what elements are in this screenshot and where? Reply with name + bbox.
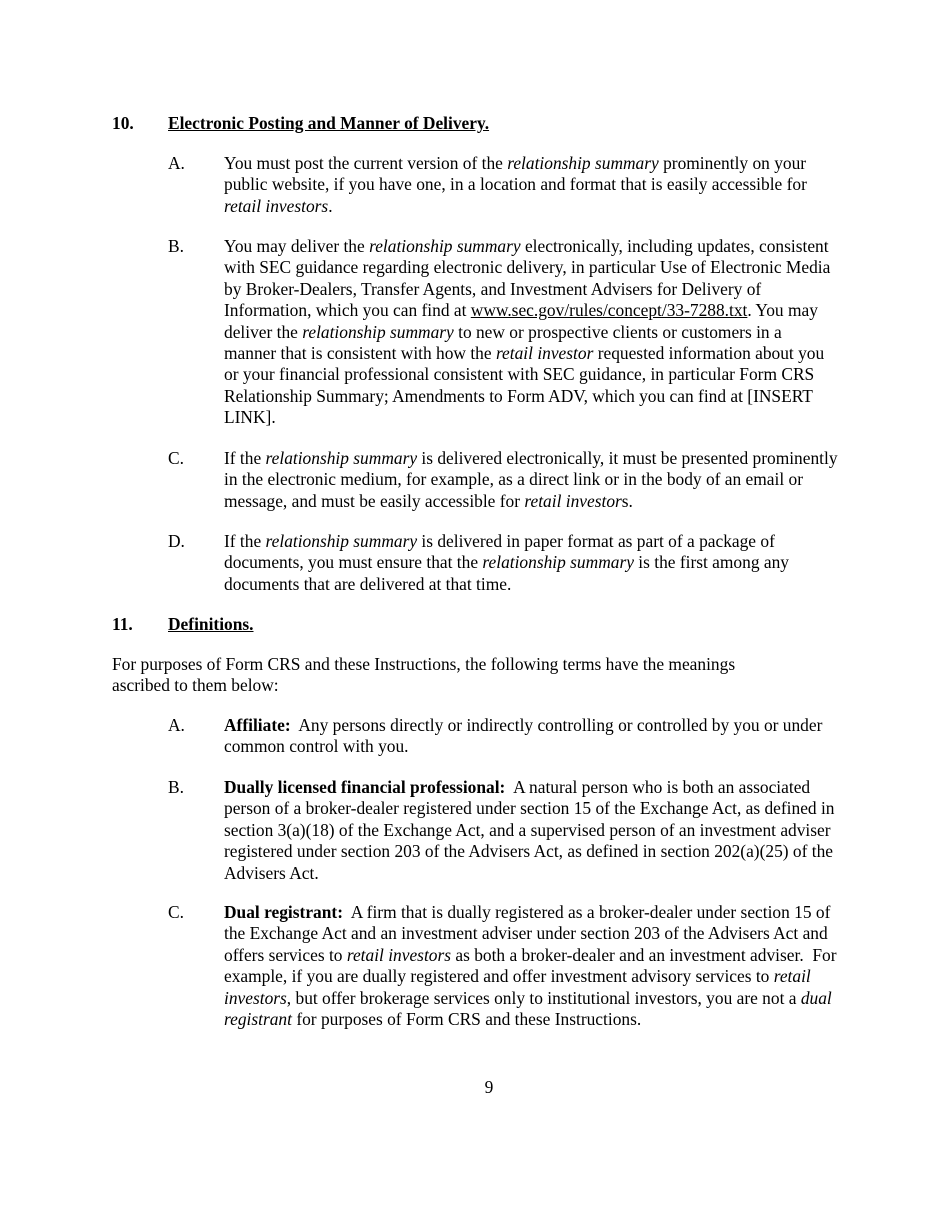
list-item [168,531,838,595]
definition-term: Affiliate: [224,715,291,735]
item-letter: C. [168,902,184,922]
item-text: You may deliver the relationship summary electronically, including updates, consistent with SEC guidance regarding electronic delivery, in particular Use of Electronic Media by Broker-Dealers, Transfer Agents, and Investment Advisers for Delivery of Information, which you can find at www.sec.gov/rules/concept/33-7288.txt. You may deliver the relationship summary to new or prospective clients or customers in a manner that is consistent with how the retail investor requested information about you or your financial professional consistent with SEC guidance, in particular Form CRS Relationship Summary; Amendments to Form ADV, which you can find at [INSERT LINK]. [224,236,831,428]
definition-item [168,715,838,758]
item-text: Dually licensed financial professional: A natural person who is both an associated person of a broker-dealer registered under section 15 of the Exchange Act, as defined in section 3(a)(18) of the Exchange Act, and a supervised person of an investment adviser registered under section 203 of the Advisers Act, as defined in section 202(a)(25) of the Advisers Act. [224,777,839,883]
item-text: If the relationship summary is delivered in paper format as part of a package of documents, you must ensure that the relationship summary is the first among any documents that are delivered at that time. [224,531,789,594]
list-item [168,153,838,217]
item-text: Dual registrant: A firm that is dually registered as a broker-dealer under section 15 of the Exchange Act and an investment adviser under section 203 of the Advisers Act and offers services to retail investors as both a broker-dealer and an investment adviser. For example, if you are dually registered and offer investment advisory services to retail investors, but offer brokerage services only to institutional investors, you are not a dual registrant for purposes of Form CRS and these Instructions. [224,902,841,1030]
definition-term: Dually licensed financial professional: [224,777,506,797]
item-letter: A. [168,153,185,173]
section-11-heading [112,614,254,635]
item-letter: B. [168,236,184,256]
section-title: Electronic Posting and Manner of Delivery. [168,113,490,133]
item-letter: D. [168,531,185,551]
list-item [168,236,838,429]
item-text: You must post the current version of the relationship summary prominently on your public website, if you have one, in a location and format that is easily accessible for retail investors. [224,153,807,216]
item-letter: C. [168,448,184,468]
item-letter: A. [168,715,185,735]
item-text: Affiliate: Any persons directly or indirectly controlling or controlled by you or under common control with you. [224,715,827,757]
section-10-heading [112,113,489,134]
section-title: Definitions. [168,614,254,634]
page-number: 9 [484,1077,494,1097]
definitions-intro: For purposes of Form CRS and these Instructions, the following terms have the meanings ascribed to them below: [112,654,736,696]
item-text: If the relationship summary is delivered electronically, it must be presented prominently in the electronic medium, for example, as a direct link or in the body of an email or message, and must be easily accessible for retail investors. [224,448,838,511]
sec-concept-link[interactable]: www.sec.gov/rules/concept/33-7288.txt [470,300,748,321]
section-number: 11. [112,614,133,634]
item-letter: B. [168,777,184,797]
definition-item [168,777,838,884]
list-item [168,448,838,512]
section-number: 10. [112,113,134,133]
definition-item [168,902,841,1030]
definition-term: Dual registrant: [224,902,343,922]
